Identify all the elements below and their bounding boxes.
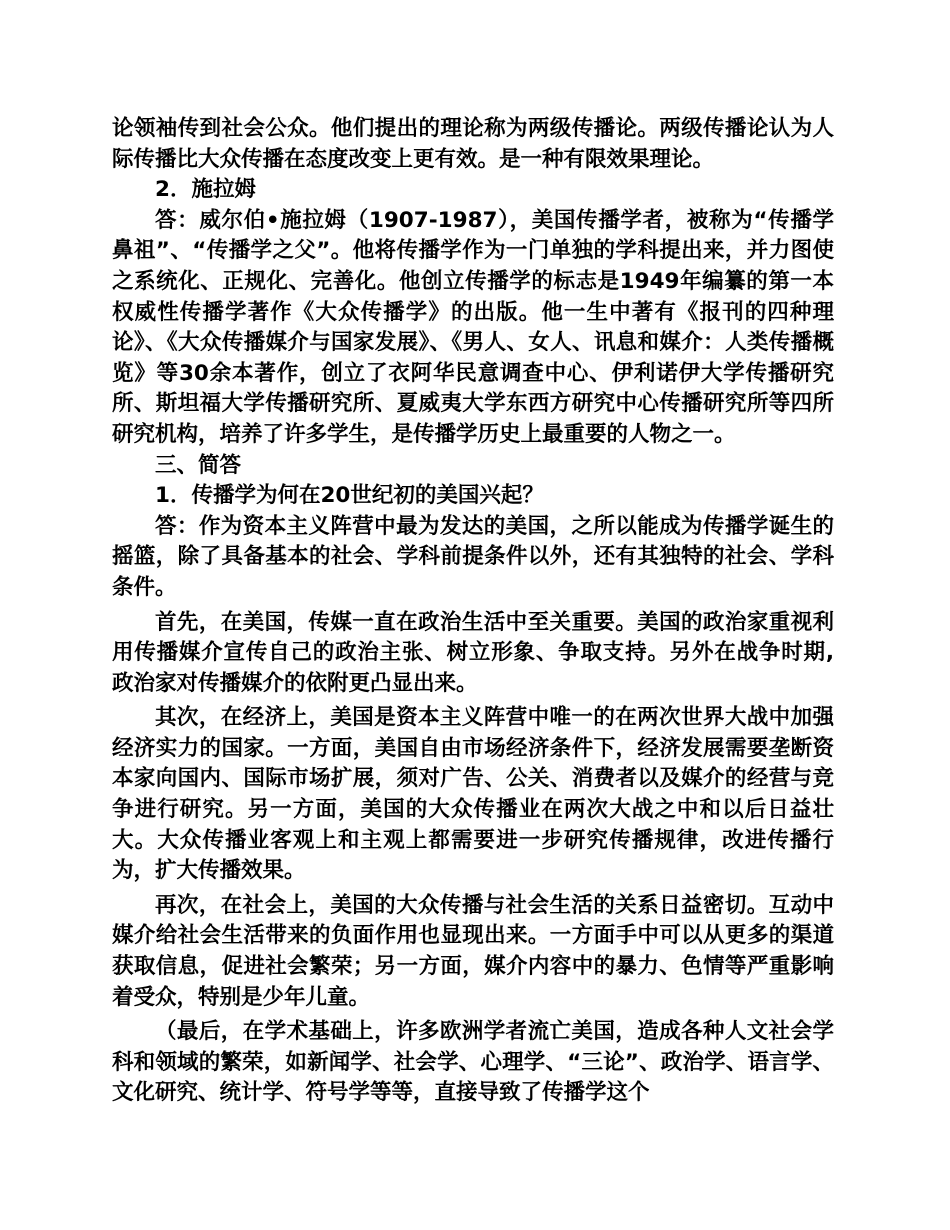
paragraph: 答：威尔伯•施拉姆（1907-1987），美国传播学者，被称为“传播学鼻祖”、“传播学之父”。他将传播学作为一门单独的学科提出来，并力图使之系统化、正规化、完善化。他创立传播学的标志是1949年编纂的第一本权威性传播学著作《大众传播学》的出版。他一生中著有《报刊的四种理论》、《大众传播媒介与国家发展》、《男人、女人、讯息和媒介：人类传播概览》等30余本著作，创立了衣阿华民意调查中心、伊利诺伊大学传播研究所、斯坦福大学传播研究所、夏威夷大学东西方研究中心传播研究所等四所研究机构，培养了许多学生，是传播学历史上最重要的人物之一。 [112, 207, 834, 447]
paragraph: 答：作为资本主义阵营中最为发达的美国，之所以能成为传播学诞生的摇篮，除了具备基本的社会、学科前提条件以外，还有其独特的社会、学科条件。 [112, 513, 834, 600]
paragraph: （最后，在学术基础上，许多欧洲学者流亡美国，造成各种人文社会学科和领域的繁荣，如新闻学、社会学、心理学、“三论”、政治学、语言学、文化研究、统计学、符号学等等，直接导致了传播学这个 [112, 1019, 834, 1106]
paragraph: 其次，在经济上，美国是资本主义阵营中唯一的在两次世界大战中加强经济实力的国家。一方面，美国自由市场经济条件下，经济发展需要垄断资本家向国内、国际市场扩展，须对广告、公关、消费者以及媒介的经营与竞争进行研究。另一方面，美国的大众传播业在两次大战之中和以后日益壮大。大众传播业客观上和主观上都需要进一步研究传播规律，改进传播行为，扩大传播效果。 [112, 705, 834, 884]
paragraph: 再次，在社会上，美国的大众传播与社会生活的关系日益密切。互动中媒介给社会生活带来的负面作用也显现出来。一方面手中可以从更多的渠道获取信息，促进社会繁荣；另一方面，媒介内容中的暴力、色情等严重影响着受众，特别是少年儿童。 [112, 892, 834, 1010]
paragraph: 首先，在美国，传媒一直在政治生活中至关重要。美国的政治家重视利用传播媒介宣传自己的政治主张、树立形象、争取支持。另外在战争时期, 政治家对传播媒介的依附更凸显出来。 [112, 609, 834, 696]
question-heading: 1．传播学为何在20世纪初的美国兴起？ [155, 483, 544, 509]
paragraph: 论领袖传到社会公众。他们提出的理论称为两级传播论。两级传播论认为人际传播比大众传播在态度改变上更有效。是一种有限效果理论。 [112, 116, 834, 172]
paragraph: 2．施拉姆 [155, 177, 256, 203]
section-heading: 三、简答 [155, 452, 242, 478]
document-body [112, 114, 834, 1109]
